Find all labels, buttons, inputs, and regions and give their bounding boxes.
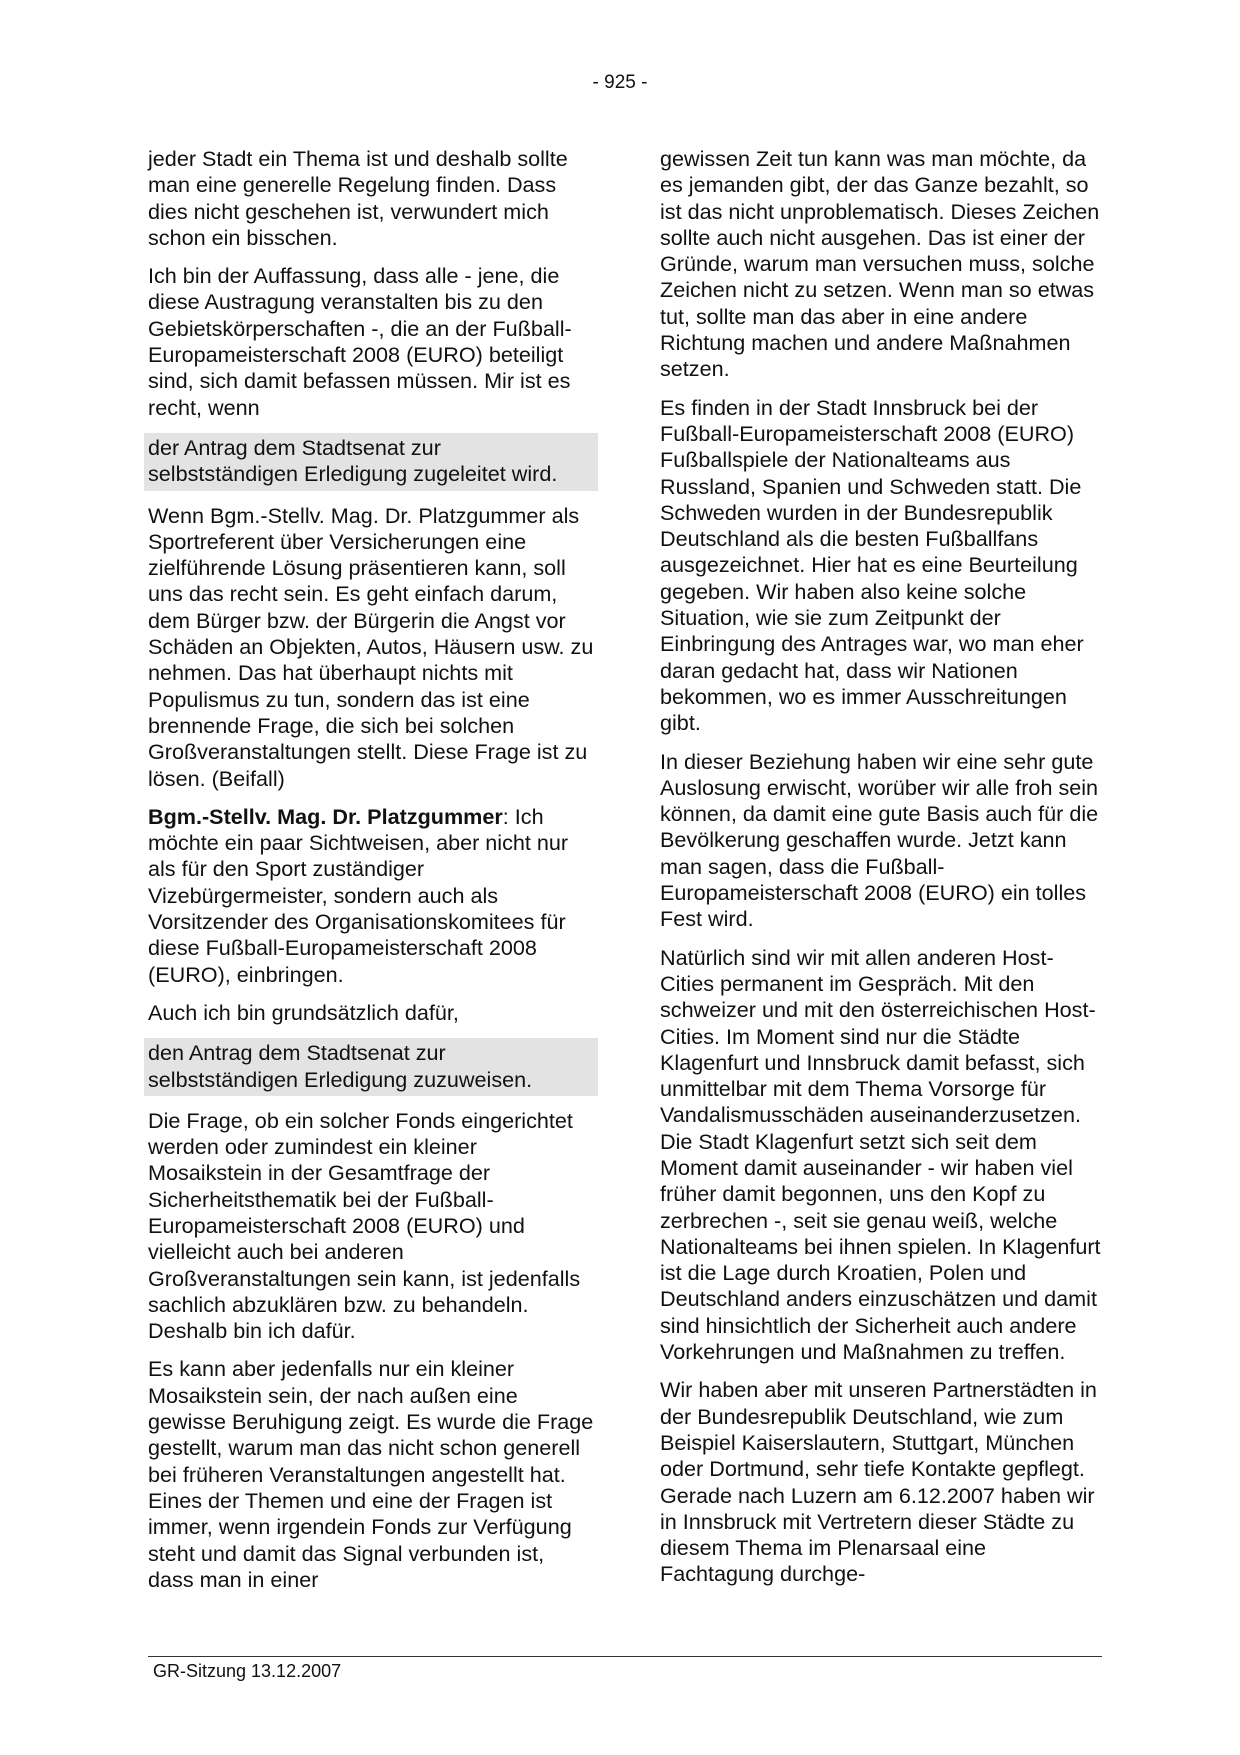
paragraph: gewissen Zeit tun kann was man möchte, da es jemanden gibt, der das Ganze bezahlt, so ist das nicht unproblematisch. Dieses Zeichen sollte auch nicht ausgehen. Das ist einer der Gründe, warum man versuchen muss, solche Zeichen nicht zu setzen. Wenn man so etwas tut, sollte man das aber in eine andere Richtung machen und andere Maßnahmen setzen. <box>660 146 1100 382</box>
left-column <box>148 146 594 1605</box>
paragraph: Die Frage, ob ein solcher Fonds eingerichtet werden oder zumindest ein kleiner Mosaikstein in der Gesamtfrage der Sicherheitsthematik bei der Fußball-Europameisterschaft 2008 (EURO) und vielleicht auch bei anderen Großveranstaltungen sein kann, ist jedenfalls sachlich abzuklären bzw. zu behandeln. Deshalb bin ich dafür. <box>148 1107 581 1344</box>
motion-highlight: den Antrag dem Stadtsenat zur selbstständigen Erledigung zuzuweisen. <box>144 1038 598 1096</box>
paragraph: In dieser Beziehung haben wir eine sehr gute Auslosung erwischt, worüber wir alle froh sein können, da damit eine gute Basis auch für die Bevölkerung geschaffen wurde. Jetzt kann man sagen, dass die Fußball-Europameisterschaft 2008 (EURO) ein tolles Fest wird. <box>660 748 1099 932</box>
paragraph: Natürlich sind wir mit allen anderen Host-Cities permanent im Gespräch. Mit den schweizer und mit den österreichischen Host-Cities. Im Moment sind nur die Städte Klagenfurt und Innsbruck damit befasst, sich unmittelbar mit dem Thema Vorsorge für Vandalismusschäden auseinanderzusetzen. Die Stadt Klagenfurt setzt sich seit dem Moment damit auseinander - wir haben viel früher damit begonnen, uns den Kopf zu zerbrechen -, seit sie genau weiß, welche Nationalteams bei ihnen spielen. In Klagenfurt ist die Lage durch Kroatien, Polen und Deutschland anders einzuschätzen und damit sind hinsichtlich der Sicherheit auch andere Vorkehrungen und Maßnahmen zu treffen. <box>660 944 1101 1365</box>
paragraph: Es finden in der Stadt Innsbruck bei der Fußball-Europameisterschaft 2008 (EURO) Fußballspiele der Nationalteams aus Russland, Spanien und Schweden statt. Die Schweden wurden in der Bundesrepublik Deutschland als die besten Fußballfans ausgezeichnet. Hier hat es eine Beurteilung gegeben. Wir haben also keine solche Situation, wie sie zum Zeitpunkt der Einbringung des Antrages war, wo man eher daran gedacht hat, dass wir Nationen bekommen, wo es immer Ausschreitungen gibt. <box>660 394 1084 736</box>
paragraph: jeder Stadt ein Thema ist und deshalb sollte man eine generelle Regelung finden. Dass dies nicht geschehen ist, verwundert mich schon ein bisschen. <box>148 146 568 250</box>
speaker-paragraph <box>148 804 594 988</box>
paragraph: Ich bin der Auffassung, dass alle - jene, die diese Austragung veranstalten bis zu den Gebietskörperschaften -, die an der Fußball-Europameisterschaft 2008 (EURO) beteiligt sind, sich damit befassen müssen. Mir ist es recht, wenn <box>148 263 572 420</box>
paragraph: Wir haben aber mit unseren Partnerstädten in der Bundesrepublik Deutschland, wie zum Beispiel Kaiserslautern, Stuttgart, München oder Dortmund, sehr tiefe Kontakte gepflegt. Gerade nach Luzern am 6.12.2007 haben wir in Innsbruck mit Vertretern dieser Städte zu diesem Thema im Plenarsaal eine Fachtagung durchge- <box>660 1377 1097 1587</box>
footer-divider <box>148 1656 1102 1657</box>
paragraph: Es kann aber jedenfalls nur ein kleiner Mosaikstein sein, der nach außen eine gewisse Beruhigung zeigt. Es wurde die Frage gestellt, warum man das nicht schon generell bei früheren Veranstaltungen angestellt hat. Eines der Themen und eine der Fragen ist immer, wenn irgendein Fonds zur Verfügung steht und damit das Signal verbunden ist, dass man in einer <box>148 1356 594 1592</box>
paragraph: Wenn Bgm.-Stellv. Mag. Dr. Platzgummer als Sportreferent über Versicherungen eine zielführende Lösung präsentieren kann, soll uns das recht sein. Es geht einfach darum, dem Bürger bzw. der Bürgerin die Angst vor Schäden an Objekten, Autos, Häusern usw. zu nehmen. Das hat überhaupt nichts mit Populismus zu tun, sondern das ist eine brennende Frage, die sich bei solchen Großveranstaltungen stellt. Diese Frage ist zu lösen. (Beifall) <box>148 502 594 791</box>
speaker-text: : Ich möchte ein paar Sichtweisen, aber nicht nur als für den Sport zuständiger Vizebürgermeister, sondern auch als Vorsitzender des Organisationskomitees für diese Fußball-Europameisterschaft 2008 (EURO), einbringen. <box>148 803 569 987</box>
page-number: - 925 - <box>592 72 648 93</box>
motion-highlight: der Antrag dem Stadtsenat zur selbstständigen Erledigung zugeleitet wird. <box>144 433 598 491</box>
speaker-name: Bgm.-Stellv. Mag. Dr. Platzgummer <box>148 803 503 829</box>
paragraph: Auch ich bin grundsätzlich dafür, <box>148 999 459 1025</box>
right-column <box>660 146 1106 1600</box>
footer-session-label: GR-Sitzung 13.12.2007 <box>153 1661 342 1681</box>
